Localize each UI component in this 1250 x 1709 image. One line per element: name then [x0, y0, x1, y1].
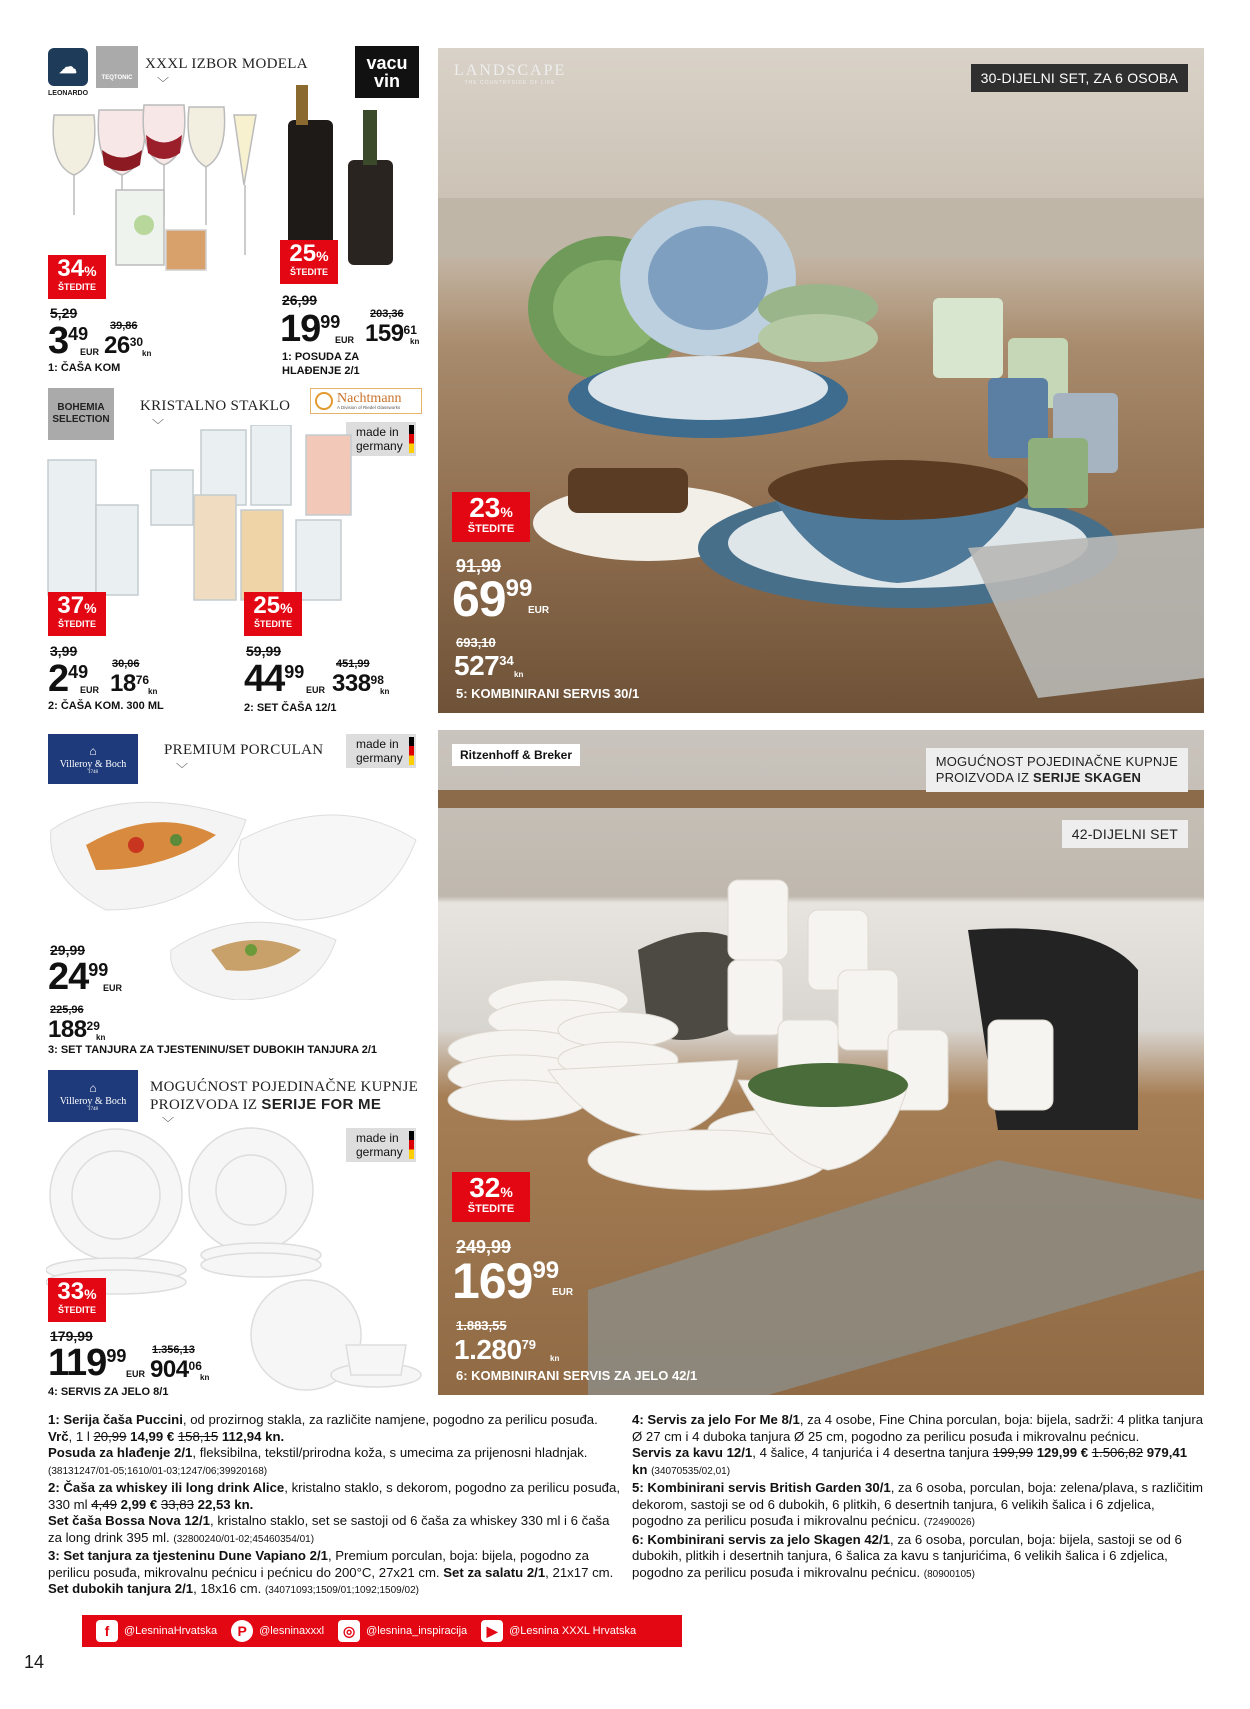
old-price-kn: 30,06 — [112, 658, 140, 670]
lead-line1: MOGUĆNOST POJEDINAČNE KUPNJE — [150, 1079, 419, 1095]
caption-forme: 4: SERVIS ZA JELO 8/1 — [48, 1386, 169, 1398]
old-price-kn: 203,36 — [370, 308, 404, 320]
currency-eur: EUR — [103, 983, 123, 993]
kn-int: 188 — [48, 1016, 87, 1043]
old-price-kn: 1.883,55 — [456, 1318, 507, 1333]
currency-kn: kn — [550, 1354, 560, 1363]
currency-kn: kn — [200, 1373, 210, 1382]
price-eur — [452, 571, 550, 627]
price-kn — [454, 1334, 560, 1365]
social-label: @Lesnina XXXL Hrvatska — [509, 1625, 637, 1637]
discount-badge-5: 23% ŠTEDITE — [452, 492, 530, 542]
caption-skagen: 6: KOMBINIRANI SERVIS ZA JELO 42/1 — [456, 1368, 698, 1383]
kn-int: 26 — [104, 332, 130, 359]
badge-pct: 37 — [57, 592, 85, 619]
villeroy-boch-logo — [48, 734, 138, 784]
kn-dec: 29 — [86, 1019, 100, 1033]
currency-eur: EUR — [80, 685, 100, 695]
price-kn — [104, 332, 152, 359]
tag-line2: PROIZVODA IZ — [935, 770, 1033, 785]
germany-text: germany — [356, 751, 403, 765]
price-eur — [280, 308, 355, 350]
old-price-eur: 26,99 — [282, 292, 318, 308]
youtube-icon: ▶ — [481, 1620, 503, 1642]
made-in-text: made in — [356, 425, 399, 439]
old-price-kn: 451,99 — [336, 658, 370, 670]
old-price-eur: 3,99 — [50, 643, 78, 659]
price-kn — [332, 670, 390, 697]
currency-eur: EUR — [80, 347, 100, 357]
badge-pct: 32 — [469, 1172, 501, 1203]
kn-int: 527 — [454, 650, 500, 681]
badge-label: ŠTEDITE — [467, 523, 515, 535]
old-price-kn: 39,86 — [110, 320, 138, 332]
desc-item-6: 4: Servis za jelo For Me 8/1, za 4 osobe, Fine China porculan, boja: bijela, sadrži: 4 plitka tanjura Ø 27 cm i 4 duboka tanjura Ø 25 cm, pogodno za perilicu posuđa i mikrovalnu pećnicu. — [632, 1412, 1204, 1444]
price-dec: 99 — [88, 960, 109, 980]
lead-series: SERIJE FOR ME — [261, 1096, 382, 1113]
caption-premium: 3: SET TANJURA ZA TJESTENINU/SET DUBOKIH TANJURA 2/1 — [48, 1044, 378, 1056]
badge-pct: 34 — [57, 255, 85, 282]
badge-label: ŠTEDITE — [467, 1203, 515, 1215]
germany-flag-icon — [409, 737, 414, 765]
landscape-sub: THE COUNTRYSIDE OF LIFE — [464, 80, 556, 86]
price-dec: 99 — [106, 1346, 127, 1366]
price-dec: 49 — [68, 662, 89, 682]
price-eur — [452, 1253, 574, 1309]
social-instagram[interactable] — [338, 1620, 467, 1642]
price-int: 19 — [280, 308, 321, 350]
vb-year: 1748 — [88, 769, 98, 775]
price-kn — [110, 670, 158, 697]
price-dec: 49 — [68, 324, 89, 344]
bohemia-label: BOHEMIA SELECTION — [52, 402, 110, 425]
desc-item-4: Set čaša Bossa Nova 12/1, kristalno staklo, set se sastoji od 6 čaša za whiskey 330 ml i 6 čaša za long drink 395 ml. (32800240/01-02;45460354/01) — [48, 1513, 610, 1545]
kn-int: 1.280 — [454, 1334, 522, 1365]
desc-item-7: Servis za kavu 12/1, 4 šalice, 4 tanjurića i 4 desertna tanjura 199,99 129,99 € 1.506,82 979,41 kn (34070535/02,01) — [632, 1445, 1188, 1477]
currency-eur: EUR — [528, 605, 550, 616]
caption-landscape: 5: KOMBINIRANI SERVIS 30/1 — [456, 686, 640, 701]
teqtonic-logo — [96, 46, 138, 88]
caption-cooler: 1: POSUDA ZA HLAĐENJE 2/1 — [282, 351, 360, 377]
price-int: 44 — [244, 658, 285, 700]
old-price-kn: 1.356,13 — [152, 1344, 195, 1356]
price-eur — [48, 320, 100, 362]
old-price-kn: 693,10 — [456, 635, 496, 650]
pinterest-icon: P — [231, 1620, 253, 1642]
germany-text: germany — [356, 439, 403, 453]
currency-kn: kn — [142, 349, 152, 358]
badge-label: ŠTEDITE — [57, 619, 96, 629]
currency-eur: EUR — [335, 335, 355, 345]
made-in-text: made in — [356, 1131, 399, 1145]
currency-kn: kn — [380, 687, 390, 696]
kn-dec: 98 — [370, 673, 384, 687]
social-youtube[interactable] — [481, 1620, 636, 1642]
kn-dec: 30 — [129, 335, 144, 349]
price-int: 69 — [452, 571, 506, 627]
social-label: @lesnina_inspiracija — [366, 1625, 468, 1637]
discount-badge-7: 32% ŠTEDITE — [452, 1172, 530, 1222]
skagen-series-tag — [926, 748, 1188, 792]
discount-badge-3: 37% ŠTEDITE — [48, 592, 106, 636]
desc-item-8: 5: Kombinirani servis British Garden 30/1, za 6 osoba, porculan, boja: zelena/plava, s različitim dekorom, sastoji se od 6 dubokih, 6 plitkih, 6 desertnih tanjura, 6 velikih šalica i 6 zdjelica, pogodno za perilicu posuđa i mikrovalnu pećnicu. (72490026) — [632, 1480, 1203, 1528]
vb-icon: ⌂ — [89, 1080, 97, 1095]
instagram-icon: ◎ — [338, 1620, 360, 1642]
description-left — [48, 1412, 620, 1600]
leonardo-label: LEONARDO — [48, 90, 89, 97]
desc-item-1: 1: Serija čaša Puccini, od prozirnog stakla, za različite namjene, pogodno za perilicu posuđa. Vrč, 1 l 20,99 14,99 € 158,15 112,94 kn. — [48, 1412, 598, 1444]
badge-pct: 25 — [289, 240, 317, 267]
badge-label: ŠTEDITE — [253, 619, 292, 629]
kn-int: 159 — [365, 320, 404, 347]
page-number: 14 — [24, 1652, 45, 1672]
kn-int: 338 — [332, 670, 371, 697]
tag-line1: MOGUĆNOST POJEDINAČNE KUPNJE — [935, 754, 1178, 769]
discount-badge-2: 25% ŠTEDITE — [280, 240, 338, 284]
vb-label: Villeroy & Boch — [59, 758, 127, 770]
crystal-glasses-image — [46, 425, 366, 605]
chevron-down-icon: ﹀ — [157, 76, 170, 90]
price-kn — [150, 1356, 210, 1383]
caption-crystal-glass: 2: ČAŠA KOM. 300 ML — [48, 700, 164, 712]
badge-label: ŠTEDITE — [289, 267, 328, 277]
social-label: @lesninaxxxl — [259, 1625, 325, 1637]
germany-text: germany — [356, 1145, 403, 1159]
price-eur — [48, 956, 123, 998]
price-int: 119 — [48, 1342, 107, 1384]
badge-label: ŠTEDITE — [57, 1305, 96, 1315]
nachtmann-sub: A Division of Riedel Glassworks — [337, 404, 401, 410]
old-price-eur: 91,99 — [456, 556, 502, 576]
tag-series: SERIJE SKAGEN — [1032, 770, 1142, 785]
lead-premium: PREMIUM PORCULAN — [164, 742, 324, 758]
kn-dec: 34 — [499, 653, 514, 668]
badge-pct: 25 — [253, 592, 281, 619]
price-eur — [48, 1342, 146, 1384]
old-price-eur: 5,29 — [50, 305, 78, 321]
kn-int: 18 — [110, 670, 136, 697]
old-price-eur: 179,99 — [50, 1328, 93, 1344]
landscape-photo — [438, 48, 1204, 713]
skagen-set-tag: 42-DIJELNI SET — [1062, 820, 1188, 848]
nachtmann-logo — [310, 388, 422, 414]
kn-dec: 76 — [135, 673, 150, 687]
social-bar — [82, 1615, 682, 1647]
currency-kn: kn — [148, 687, 158, 696]
price-eur — [244, 658, 326, 700]
lead-forme — [150, 1078, 418, 1114]
old-price-eur: 29,99 — [50, 942, 86, 958]
nachtmann-icon — [315, 392, 333, 410]
currency-eur: EUR — [126, 1369, 146, 1379]
landscape-label: LANDSCAPE — [454, 62, 567, 79]
facebook-icon: f — [96, 1620, 118, 1642]
price-dec: 99 — [320, 312, 341, 332]
lead-crystal: KRISTALNO STAKLO — [140, 398, 291, 414]
kn-int: 904 — [150, 1356, 189, 1383]
desc-item-3: 2: Čaša za whiskey ili long drink Alice, kristalno staklo, s dekorom, pogodno za perilicu posuđa, 330 ml 4,49 2,99 € 33,83 22,53 kn. — [48, 1480, 620, 1512]
lead-xxxl: XXXL IZBOR MODELA — [145, 56, 308, 72]
price-int: 3 — [48, 320, 69, 362]
chevron-down-icon: ﹀ — [162, 1116, 175, 1130]
badge-label: ŠTEDITE — [57, 282, 96, 292]
set-info-tag: 30-DIJELNI SET, ZA 6 OSOBA — [971, 64, 1188, 92]
chevron-down-icon: ﹀ — [152, 418, 165, 432]
desc-item-9: 6: Kombinirani servis za jelo Skagen 42/1, za 6 osoba, porculan, boja: bijela, sastoji se od 6 dubokih, plitkih i desertnih tanjura, 6 šalica za kavu s tanjurićima, 6 velikih šalica i 6 zdjelica, pogodno za perilicu posuđa i mikrovalnu pećnicu. (80900105) — [632, 1531, 1182, 1580]
vacuvin-label: vacu vin — [366, 53, 408, 91]
leonardo-logo: ☁ — [48, 48, 88, 86]
caption-glass: 1: ČAŠA KOM — [48, 362, 121, 374]
vb-year: 1748 — [88, 1106, 98, 1112]
desc-item-5: 3: Set tanjura za tjesteninu Dune Vapiano 2/1, Premium porculan, boja: bijela, pogodno za perilicu posuđa, mikrovalnu pećnicu i pećnicu do 200°C, 27x21 cm. Set za salatu 2/1, 21x17 cm. Set dubokih tanjura 2/1, 18x16 cm. (34071093;1509/01;1092;1509/02) — [48, 1548, 614, 1596]
price-kn — [454, 650, 524, 681]
made-in-text: made in — [356, 737, 399, 751]
discount-badge-6: 33% ŠTEDITE — [48, 1278, 106, 1322]
social-facebook[interactable] — [96, 1620, 217, 1642]
price-int: 2 — [48, 658, 69, 700]
vb-icon: ⌂ — [89, 743, 97, 758]
old-price-eur: 249,99 — [456, 1237, 512, 1257]
germany-flag-icon — [409, 425, 414, 453]
price-kn — [365, 320, 420, 347]
price-eur — [48, 658, 100, 700]
tableware-illustration — [438, 48, 1204, 713]
discount-badge-4: 25% ŠTEDITE — [244, 592, 302, 636]
badge-pct: 33 — [57, 1278, 85, 1305]
description-right — [632, 1412, 1204, 1583]
currency-eur: EUR — [552, 1287, 574, 1298]
landscape-logo — [454, 62, 566, 86]
kn-dec: 06 — [188, 1359, 202, 1373]
price-dec: 99 — [284, 662, 305, 682]
teqtonic-label: TEQTONIC — [101, 75, 133, 81]
nachtmann-label: Nachtmann — [337, 390, 402, 406]
vb-label: Villeroy & Boch — [59, 1095, 127, 1107]
price-dec: 99 — [505, 575, 533, 602]
discount-badge-1: 34% ŠTEDITE — [48, 255, 106, 299]
currency-kn: kn — [514, 670, 524, 679]
price-dec: 99 — [532, 1257, 560, 1284]
chevron-down-icon: ﹀ — [176, 762, 189, 776]
currency-kn: kn — [410, 337, 420, 346]
old-price-kn: 225,96 — [50, 1004, 84, 1016]
villeroy-boch-logo — [48, 1070, 138, 1122]
old-price-eur: 59,99 — [246, 643, 282, 659]
ritzenhoff-logo: Ritzenhoff & Breker — [452, 744, 580, 766]
lead-line2: PROIZVODA IZ — [150, 1097, 262, 1113]
currency-kn: kn — [96, 1033, 106, 1042]
badge-pct: 23 — [469, 492, 501, 523]
kn-dec: 61 — [403, 323, 417, 337]
price-kn — [48, 1016, 106, 1043]
desc-item-2: Posuda za hlađenje 2/1, fleksibilna, tekstil/prirodna koža, s umecima za prijenosni hladnjak. (38131247/01-05;1610/01-03;1247/06;39920168) — [48, 1445, 588, 1477]
currency-eur: EUR — [306, 685, 326, 695]
price-int: 24 — [48, 956, 89, 998]
price-int: 169 — [452, 1253, 533, 1309]
social-label: @LesninaHrvatska — [124, 1625, 218, 1637]
made-in-germany-badge — [346, 734, 416, 768]
kn-dec: 79 — [521, 1337, 537, 1352]
social-pinterest[interactable] — [231, 1620, 324, 1642]
caption-glass-set: 2: SET ČAŠA 12/1 — [244, 702, 337, 714]
